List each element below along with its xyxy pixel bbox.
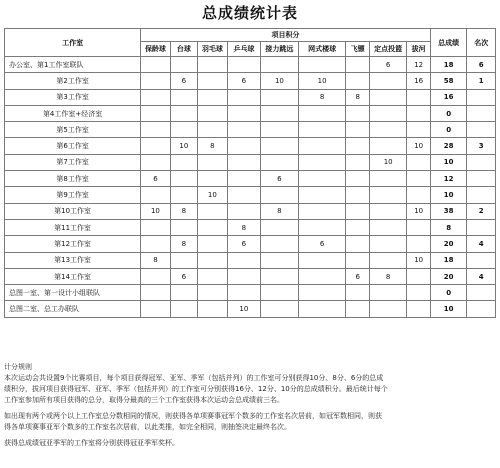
- score-cell: 10: [407, 138, 430, 154]
- header-event: 台球: [170, 42, 197, 57]
- score-cell: [170, 89, 197, 105]
- rules-para1-line2: 绩积分，拔河项目获得冠军、亚军、季军（包括并列）的工作室可分别获得16分、12分、10分的总成绩积分。最后统计每个: [4, 385, 388, 393]
- score-cell: 12: [407, 57, 430, 73]
- score-cell: [261, 219, 299, 235]
- score-cell: [198, 171, 227, 187]
- header-total: 总成绩: [430, 29, 467, 57]
- total-cell: 0: [430, 285, 467, 301]
- score-cell: [141, 236, 170, 252]
- score-cell: [198, 105, 227, 121]
- score-cell: 8: [198, 138, 227, 154]
- header-event: 飞镖: [346, 42, 369, 57]
- total-cell: 16: [430, 89, 467, 105]
- score-cell: [141, 122, 170, 138]
- score-cell: 10: [170, 138, 197, 154]
- score-cell: 10: [298, 73, 346, 89]
- score-cell: [227, 122, 261, 138]
- score-cell: [261, 138, 299, 154]
- header-event: 拔河: [407, 42, 430, 57]
- score-cell: [346, 73, 369, 89]
- score-cell: [170, 154, 197, 170]
- score-cell: [170, 171, 197, 187]
- score-cell: [141, 105, 170, 121]
- total-cell: 10: [430, 187, 467, 203]
- score-cell: [227, 268, 261, 284]
- score-cell: [346, 285, 369, 301]
- table-row: [5, 203, 496, 219]
- score-body: [5, 57, 496, 318]
- rank-cell: 2: [467, 203, 496, 219]
- score-cell: [298, 187, 346, 203]
- table-row: [5, 73, 496, 89]
- score-cell: 6: [369, 57, 407, 73]
- score-cell: [261, 236, 299, 252]
- score-cell: 6: [346, 268, 369, 284]
- score-cell: [346, 203, 369, 219]
- score-cell: [261, 187, 299, 203]
- score-cell: [227, 252, 261, 268]
- score-cell: [346, 187, 369, 203]
- table-row: [5, 154, 496, 170]
- score-cell: [407, 154, 430, 170]
- score-cell: [298, 57, 346, 73]
- score-cell: [407, 187, 430, 203]
- score-cell: [298, 122, 346, 138]
- score-cell: [369, 203, 407, 219]
- rank-cell: [467, 219, 496, 235]
- score-cell: [141, 219, 170, 235]
- header-event: 羽毛球: [198, 42, 227, 57]
- rules-para1-line3: 工作室参加所有项目获得的总分，取得分最高的三个工作室获得本次运动会总成绩前三名。: [4, 396, 284, 404]
- score-cell: 6: [141, 171, 170, 187]
- score-cell: [170, 57, 197, 73]
- office-name: 第10工作室: [5, 203, 141, 219]
- table-row: [5, 138, 496, 154]
- table-row: [5, 252, 496, 268]
- score-cell: [407, 236, 430, 252]
- score-cell: [261, 285, 299, 301]
- score-cell: [346, 171, 369, 187]
- office-name: 总图一室、第一设计小组联队: [5, 285, 141, 301]
- score-cell: [261, 122, 299, 138]
- total-cell: 0: [430, 105, 467, 121]
- office-name: 第4工作室+经济室: [5, 105, 141, 121]
- header-event: 接力跳远: [261, 42, 299, 57]
- score-cell: [227, 154, 261, 170]
- table-row: [5, 301, 496, 317]
- score-cell: [346, 57, 369, 73]
- header-rank: 名次: [467, 29, 496, 57]
- score-cell: [407, 122, 430, 138]
- score-cell: [141, 187, 170, 203]
- score-table: [4, 28, 496, 318]
- score-cell: 6: [170, 73, 197, 89]
- rank-cell: 4: [467, 268, 496, 284]
- score-cell: [346, 122, 369, 138]
- score-cell: [261, 252, 299, 268]
- score-cell: [198, 89, 227, 105]
- score-cell: [198, 122, 227, 138]
- rules-heading: 计分规则: [4, 363, 32, 371]
- page-title: 总成绩统计表: [201, 4, 298, 22]
- score-cell: [407, 171, 430, 187]
- score-cell: [346, 105, 369, 121]
- score-cell: [141, 57, 170, 73]
- score-cell: [261, 105, 299, 121]
- score-cell: [407, 89, 430, 105]
- rules-para2-line2: 得各单项赛事亚军个数多的工作室名次居前，以此类推，如完全相同，则抽签决定最终名次。: [4, 423, 291, 431]
- header-project-points: 项目积分: [141, 29, 431, 42]
- table-row: [5, 187, 496, 203]
- score-cell: 10: [407, 203, 430, 219]
- score-cell: [261, 154, 299, 170]
- score-cell: [261, 57, 299, 73]
- score-cell: [198, 301, 227, 317]
- score-cell: 8: [369, 268, 407, 284]
- table-row: [5, 57, 496, 73]
- rank-cell: [467, 285, 496, 301]
- table-row: [5, 105, 496, 121]
- score-cell: [407, 301, 430, 317]
- score-cell: [369, 73, 407, 89]
- rank-cell: 3: [467, 138, 496, 154]
- score-cell: 16: [407, 73, 430, 89]
- score-cell: [198, 73, 227, 89]
- office-name: 第8工作室: [5, 171, 141, 187]
- rank-cell: [467, 187, 496, 203]
- score-cell: [198, 285, 227, 301]
- score-cell: [407, 219, 430, 235]
- score-cell: 8: [170, 203, 197, 219]
- score-cell: [170, 219, 197, 235]
- score-cell: [261, 268, 299, 284]
- score-cell: 8: [298, 89, 346, 105]
- score-cell: [141, 73, 170, 89]
- total-cell: 38: [430, 203, 467, 219]
- total-cell: 10: [430, 301, 467, 317]
- score-cell: [346, 154, 369, 170]
- office-name: 办公室、第1工作室联队: [5, 57, 141, 73]
- score-cell: [198, 203, 227, 219]
- score-cell: [369, 105, 407, 121]
- header-event: 乒乓球: [227, 42, 261, 57]
- office-name: 第3工作室: [5, 89, 141, 105]
- score-cell: [298, 154, 346, 170]
- header-office: 工作室: [5, 29, 141, 57]
- score-cell: [407, 268, 430, 284]
- score-cell: [227, 138, 261, 154]
- score-cell: [369, 171, 407, 187]
- score-cell: [141, 89, 170, 105]
- score-cell: [346, 219, 369, 235]
- total-cell: 28: [430, 138, 467, 154]
- score-cell: 6: [227, 236, 261, 252]
- score-cell: [170, 105, 197, 121]
- score-cell: 8: [261, 203, 299, 219]
- score-cell: 10: [261, 73, 299, 89]
- score-cell: [227, 105, 261, 121]
- score-cell: [369, 122, 407, 138]
- score-cell: [198, 57, 227, 73]
- total-cell: 0: [430, 122, 467, 138]
- total-cell: 10: [430, 154, 467, 170]
- score-cell: [227, 89, 261, 105]
- table-row: [5, 285, 496, 301]
- table-row: [5, 171, 496, 187]
- rank-cell: [467, 89, 496, 105]
- rank-cell: [467, 252, 496, 268]
- score-cell: [298, 171, 346, 187]
- score-cell: [198, 154, 227, 170]
- score-cell: [369, 236, 407, 252]
- office-name: 总图二室、总工办联队: [5, 301, 141, 317]
- score-cell: [369, 285, 407, 301]
- table-row: [5, 268, 496, 284]
- rank-cell: [467, 122, 496, 138]
- score-cell: 8: [227, 219, 261, 235]
- score-cell: [141, 154, 170, 170]
- score-cell: [261, 89, 299, 105]
- score-cell: [346, 236, 369, 252]
- total-cell: 20: [430, 236, 467, 252]
- total-cell: 12: [430, 171, 467, 187]
- score-cell: [369, 301, 407, 317]
- office-name: 第2工作室: [5, 73, 141, 89]
- office-name: 第6工作室: [5, 138, 141, 154]
- office-name: 第12工作室: [5, 236, 141, 252]
- score-cell: [141, 301, 170, 317]
- score-cell: [346, 301, 369, 317]
- rank-cell: [467, 301, 496, 317]
- score-cell: [298, 105, 346, 121]
- total-cell: 58: [430, 73, 467, 89]
- score-cell: [407, 105, 430, 121]
- score-cell: [298, 219, 346, 235]
- score-cell: [227, 57, 261, 73]
- table-row: [5, 219, 496, 235]
- score-cell: [198, 236, 227, 252]
- total-cell: 18: [430, 252, 467, 268]
- score-cell: [170, 187, 197, 203]
- total-cell: 20: [430, 268, 467, 284]
- rank-cell: 6: [467, 57, 496, 73]
- header-event: 网式楼球: [298, 42, 346, 57]
- score-cell: [170, 122, 197, 138]
- table-row: [5, 122, 496, 138]
- score-cell: [369, 138, 407, 154]
- score-cell: [198, 268, 227, 284]
- header-event: 保龄球: [141, 42, 170, 57]
- rank-cell: 1: [467, 73, 496, 89]
- score-cell: [141, 268, 170, 284]
- score-cell: [198, 219, 227, 235]
- scoring-rules: [4, 362, 496, 449]
- total-cell: 18: [430, 57, 467, 73]
- score-cell: [298, 285, 346, 301]
- score-cell: [298, 268, 346, 284]
- table-row: [5, 89, 496, 105]
- rank-cell: [467, 154, 496, 170]
- score-cell: 10: [227, 301, 261, 317]
- score-cell: [198, 252, 227, 268]
- score-cell: 8: [170, 236, 197, 252]
- rules-para1-line1: 本次运动会共设置9个比赛项目，每个项目获得冠军、亚军、季军（包括并列）的工作室可分别获得10分、8分、6分的总成: [4, 374, 384, 382]
- score-cell: [369, 219, 407, 235]
- score-cell: 10: [407, 252, 430, 268]
- score-cell: 10: [198, 187, 227, 203]
- score-cell: [170, 285, 197, 301]
- total-cell: 8: [430, 219, 467, 235]
- rules-para3: 获得总成绩冠亚季军的工作室将分别获得冠亚季军奖杯。: [4, 439, 179, 447]
- office-name: 第9工作室: [5, 187, 141, 203]
- score-cell: [227, 171, 261, 187]
- score-cell: 8: [141, 252, 170, 268]
- score-cell: 10: [141, 203, 170, 219]
- score-cell: [261, 301, 299, 317]
- score-cell: [141, 285, 170, 301]
- score-cell: 10: [369, 154, 407, 170]
- rank-cell: 4: [467, 236, 496, 252]
- score-cell: 6: [261, 171, 299, 187]
- score-cell: 6: [170, 268, 197, 284]
- score-cell: 6: [227, 73, 261, 89]
- rank-cell: [467, 105, 496, 121]
- office-name: 第11工作室: [5, 219, 141, 235]
- table-row: [5, 236, 496, 252]
- rank-cell: [467, 171, 496, 187]
- score-cell: [170, 252, 197, 268]
- office-name: 第5工作室: [5, 122, 141, 138]
- score-cell: [369, 252, 407, 268]
- score-cell: [346, 252, 369, 268]
- score-cell: 6: [298, 236, 346, 252]
- score-cell: 8: [346, 89, 369, 105]
- score-cell: [298, 203, 346, 219]
- score-cell: [346, 138, 369, 154]
- score-cell: [369, 89, 407, 105]
- rules-para2-line1: 如出现有两个或两个以上工作室总分数相同的情况，则获得各单项赛事冠军个数多的工作室名次居前，如冠军数相同，则获: [4, 412, 382, 420]
- score-cell: [298, 252, 346, 268]
- score-cell: [407, 285, 430, 301]
- office-name: 第14工作室: [5, 268, 141, 284]
- score-cell: [227, 285, 261, 301]
- header-event: 定点投篮: [369, 42, 407, 57]
- score-cell: [227, 187, 261, 203]
- score-cell: [369, 187, 407, 203]
- office-name: 第13工作室: [5, 252, 141, 268]
- score-cell: [141, 138, 170, 154]
- score-cell: [298, 138, 346, 154]
- score-cell: [170, 301, 197, 317]
- score-cell: [227, 203, 261, 219]
- score-cell: [298, 301, 346, 317]
- office-name: 第7工作室: [5, 154, 141, 170]
